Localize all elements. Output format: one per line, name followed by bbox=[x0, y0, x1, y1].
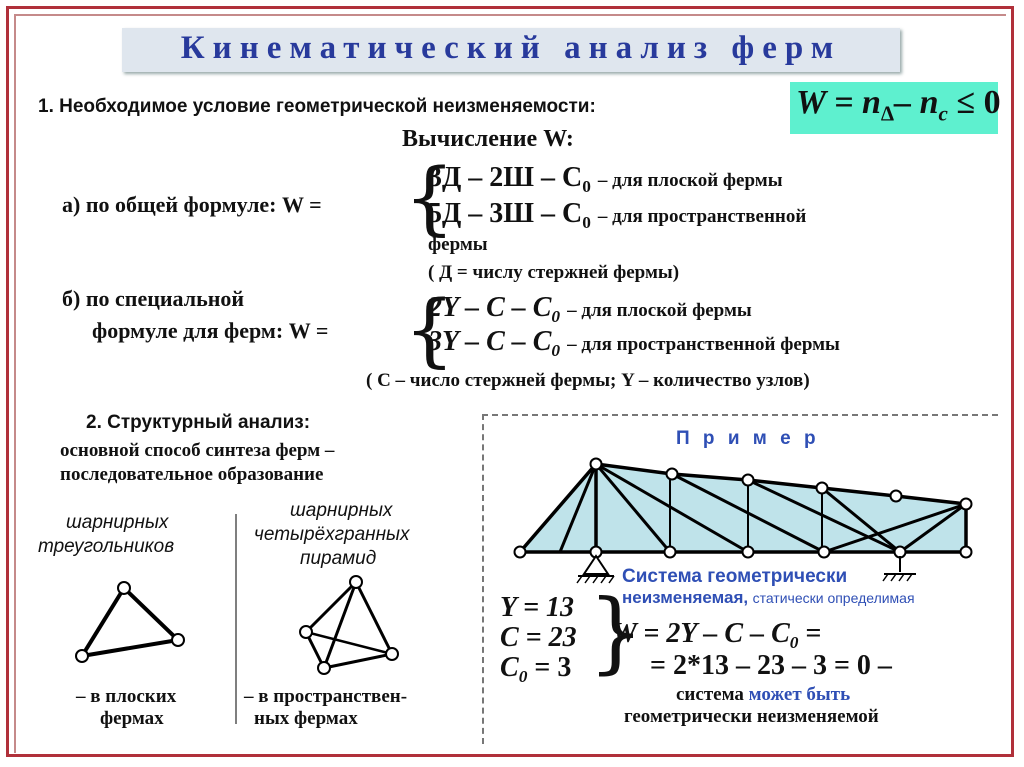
formula-b-row1: 2Y – C – $C_0$ – для плоской фермы bbox=[428, 292, 752, 327]
joint-node bbox=[817, 483, 828, 494]
w-line1: $W = 2Y - C - C_0$ = bbox=[612, 618, 822, 653]
general-formula-label: а) по общей формуле: W = bbox=[62, 192, 322, 217]
system-text-1: Система геометрически bbox=[622, 566, 848, 587]
joint-node bbox=[515, 547, 526, 558]
joint-node bbox=[667, 469, 678, 480]
joint-node bbox=[300, 626, 312, 638]
joint-node bbox=[961, 499, 972, 510]
calc-label: Вычисление W: bbox=[402, 126, 574, 152]
brace-b: { bbox=[404, 283, 455, 376]
system-text-2: неизменяемая, статически определимая bbox=[622, 588, 915, 607]
formula-a-row2: $5Д - 3Ш - C_0$ – для пространственной bbox=[428, 198, 807, 233]
joint-node bbox=[76, 650, 88, 662]
w-line2: = 2*13 – 23 – 3 = 0 – bbox=[650, 650, 892, 681]
pyramids-caption-1: – в пространствен- bbox=[244, 686, 408, 707]
joint-node bbox=[118, 582, 130, 594]
joint-node bbox=[891, 491, 902, 502]
section2-line1: основной способ синтеза ферм – bbox=[60, 440, 335, 461]
pin-support-left bbox=[577, 556, 614, 583]
pyramids-label-1: шарнирных bbox=[290, 500, 393, 521]
formula-a-row2-cont: фермы bbox=[428, 234, 488, 255]
joint-node bbox=[350, 576, 362, 588]
formula-a-row1: $3Д - 2Ш - C_0$ – для плоской фермы bbox=[428, 162, 783, 197]
page-title: Кинематический анализ ферм bbox=[180, 30, 842, 66]
joint-node bbox=[895, 547, 906, 558]
triangles-caption-1: – в плоских bbox=[76, 686, 177, 707]
truss-diagram bbox=[515, 459, 972, 584]
joint-node bbox=[743, 475, 754, 486]
main-formula: $W = n_\Delta-$ $n_c \le 0$ bbox=[796, 84, 1001, 126]
joint-node bbox=[591, 459, 602, 470]
special-formula-label-2: формуле для ферм: W = bbox=[92, 318, 329, 343]
triangles-label-1: шарнирных bbox=[66, 512, 169, 533]
triangles-label-2: треугольников bbox=[38, 536, 175, 557]
section2-heading: 2. Структурный анализ: bbox=[86, 412, 311, 433]
triangle-diagram bbox=[76, 582, 184, 662]
y-value: Y = 13 bbox=[500, 592, 575, 623]
joint-node bbox=[665, 547, 676, 558]
c0-value: $C_0 = 3$ bbox=[500, 652, 572, 687]
pyramid-diagram bbox=[300, 576, 398, 674]
section2-line2: последовательное образование bbox=[60, 464, 324, 485]
joint-node bbox=[318, 662, 330, 674]
example-title: П р и м е р bbox=[676, 428, 820, 449]
brace-a: { bbox=[404, 151, 455, 244]
formula-b-row2: 3Y – C – $C_0$ – для пространственной фермы bbox=[428, 326, 840, 361]
roller-support-right bbox=[883, 556, 916, 581]
pyramids-label-3: пирамид bbox=[300, 548, 377, 569]
pyramids-caption-2: ных фермах bbox=[254, 708, 358, 729]
c-value: C = 23 bbox=[500, 622, 577, 653]
joint-node bbox=[819, 547, 830, 558]
joint-node bbox=[961, 547, 972, 558]
joint-node bbox=[743, 547, 754, 558]
special-formula-label-1: б) по специальной bbox=[62, 286, 245, 311]
brace-example: { bbox=[588, 580, 644, 683]
conclusion-1: система может быть bbox=[676, 684, 851, 705]
formula-b-note: ( C – число стержней фермы; Y – количество узлов) bbox=[366, 370, 810, 391]
joint-node bbox=[172, 634, 184, 646]
conclusion-2: геометрически неизменяемой bbox=[624, 706, 879, 727]
pyramids-label-2: четырёхгранных bbox=[254, 524, 410, 545]
joint-node bbox=[386, 648, 398, 660]
section1-heading: 1. Необходимое условие геометрической неизменяемости: bbox=[38, 96, 596, 117]
triangles-caption-2: фермах bbox=[100, 708, 164, 729]
formula-a-note: ( Д = числу стержней фермы) bbox=[428, 262, 680, 283]
